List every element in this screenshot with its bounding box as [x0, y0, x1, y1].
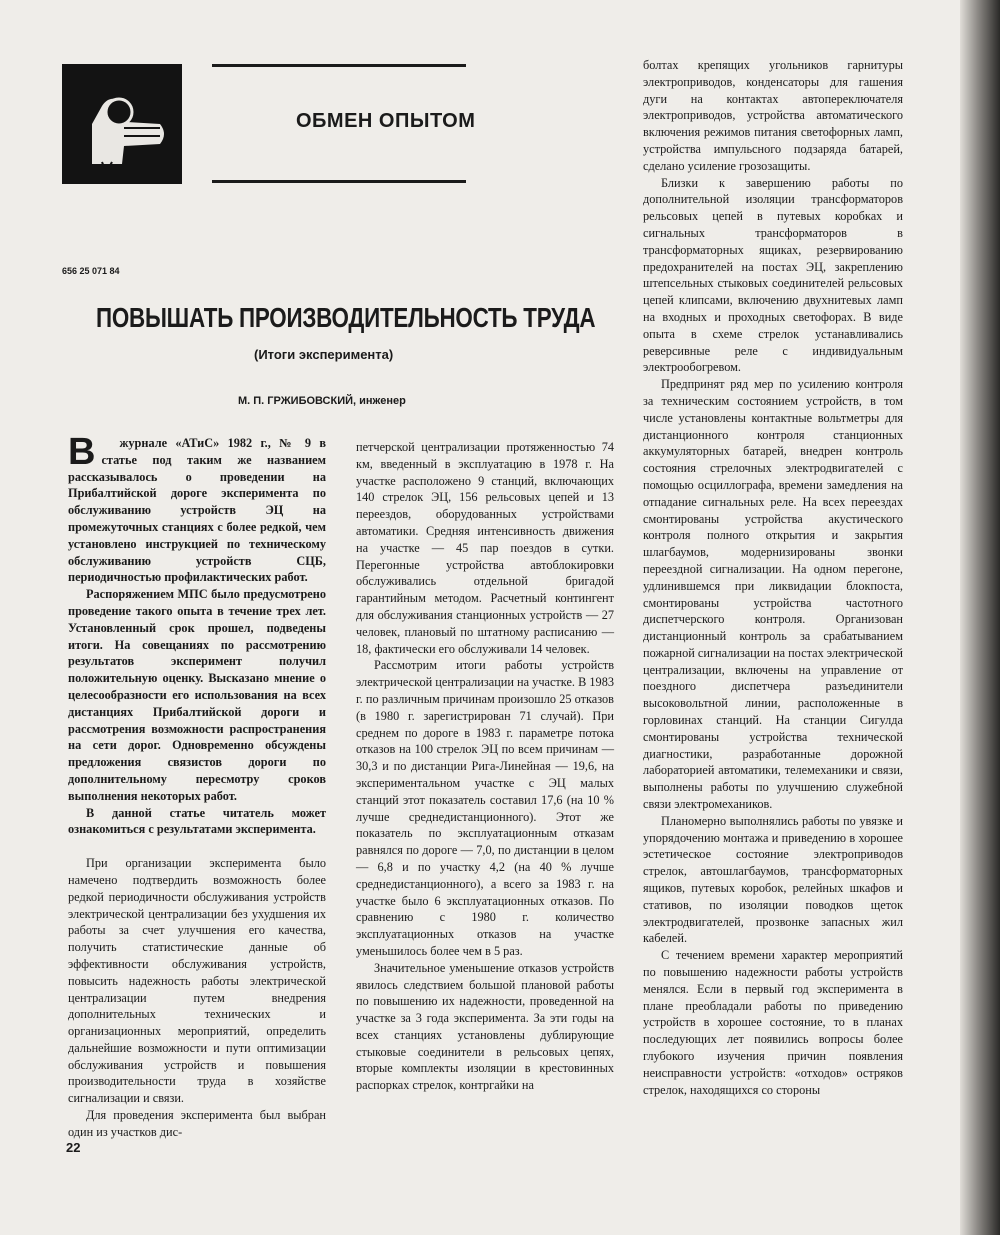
- article-author: М. П. ГРЖИБОВСКИЙ, инженер: [238, 395, 406, 407]
- udc-code: 656 25 071 84: [62, 266, 120, 276]
- intro-paragraph-1: В журнале «АТиС» 1982 г., № 9 в статье под таким же названием рассказывалось о проведении на Прибалтийской дороге эксперимента по обслуживанию устройств ЭЦ на промежуточных станциях с более редкой, чем установлено инструкцией по техническому обслуживанию устройств СЦБ, периодичностью профилактических работ.: [68, 435, 326, 586]
- paragraph: Для проведения эксперимента был выбран один из участков дис-: [68, 1108, 326, 1139]
- section-logo: [62, 64, 182, 184]
- text-column-1: [68, 431, 326, 1141]
- paragraph: Предпринят ряд мер по усилению контроля за техническим состоянием устройств, в том числе установлены контактные вольтметры для дистанционного контроля станционных аккумуляторных батарей, внедрен контроль состояния стрелочных электродвигателей с помощью осциллографа, времени замедления на отпадание сигнальных реле. На всех переездах смонтированы устройства акустического контроля полного открытия и закрытия шлагбаумов, модернизированы звонки переездной сигнализации. На одном перегоне, удлинившемся при ликвидации блокпоста, смонтированы устройства частотного диспетчерского контроля. Организован дистанционный контроль за срабатыванием пожарной сигнализации на постах электрической централизации, включены на управление от поездного диспетчера разъединители высоковольтной линии, расположенные в горловинах станций. На станции Сигулда смонтированы устройства технической диагностики, разработанные дорожной лабораторией автоматики, телемеханики и связи, выполнены работы по улучшению служебной связи электромехаников.: [643, 377, 903, 812]
- header-rule-top: [212, 64, 466, 67]
- section-title: ОБМЕН ОПЫТОМ: [296, 110, 476, 132]
- text-column-3: [643, 57, 903, 1098]
- paragraph: Рассмотрим итоги работы устройств электрической централизации на участке. В 1983 г. по различным причинам произошло 25 отказов (в 1980 г. зарегистрирован 71 случай). При среднем по дороге в 1983 г. параметре потока отказов на 100 стрелок ЭЦ по всем причинам — 30,3 и по дистанции Рига-Линейная — 19,6, на экспериментальном участке с ЭЦ малых станций этот показатель составил 17,6 (на 10 % лучше среднедистанционного). Этот же показатель по эксплуатационным отказам равнялся по дороге — 7,0, по дистанции в целом — 6,8 и по участку 4,2 (на 40 % лучше среднедистанционного), а всего за 1983 г. на участке было 6 эксплуатационных отказов. По сравнению с 1980 г. количество эксплуатационных отказов на участке уменьшилось более чем в 5 раз.: [356, 658, 614, 958]
- intro-paragraph-3: В данной статье читатель может ознакомиться с результатами эксперимента.: [68, 805, 326, 837]
- intro-paragraph-2: Распоряжением МПС было предусмотрено проведение такого опыта в течение трех лет. Установленный срок прошел, подведены итоги. На совещаниях по рассмотрению результатов эксперимент получил положительную оценку. Высказано мнение о целесообразности его использования на всех дистанциях Прибалтийской дороги и рассмотрения возможности распространения на сети дорог. Одновременно обсуждены предложения связистов дороги по дополнительному пересмотру сроков выполнения некоторых работ.: [68, 587, 326, 803]
- text-column-2: [356, 439, 614, 1094]
- paragraph: петчерской централизации протяженностью 74 км, введенный в эксплуатацию в 1978 г. На участке расположено 9 станций, включающих 140 стрелок ЭЦ, 156 рельсовых цепей и 13 переездов, оборудованных устройствами автоматики. Средняя интенсивность движения на участке — 45 пар поездов в сутки. Перегонные устройства автоблокировки обслуживались отдельной бригадой гарантийным методом. Расчетный контингент для обслуживания станционных устройств — 27 человек, плановый по штатному расписанию — 18, фактически его обслуживали 14 человек.: [356, 440, 614, 656]
- paragraph: С течением времени характер мероприятий по повышению надежности работы устройств менялся. Если в первый год эксперимента в плане преобладали работы по приведению устройств в хорошее состояние, то в планах последующих лет появились вопросы более глубокого изучения причин появления неисправности устройств: «отходов» остряков стрелок, находящихся со стороны: [643, 948, 903, 1097]
- paragraph: Планомерно выполнялись работы по увязке и упорядочению монтажа и приведению в хорошее эстетическое состояние электроприводов стрелок, автошлагбаумов, трансформаторных ящиков, путевых коробок, релейных шкафов и стативов, по изоляции поводков щеток электродвигателей, прозвонке запасных жил кабелей.: [643, 813, 903, 946]
- paragraph: Близки к завершению работы по дополнительной изоляции трансформаторов рельсовых цепей в путевых коробках и сигнальных трансформаторов в трансформаторных ящиках, резервированию предохранителей на постах ЭЦ, закреплению штепсельных стыковых соединителей рельсовых цепей клипсами, включению двухнитевых ламп на входных и проходных светофорах. В виде опыта в схеме стрелок устанавливались реверсивные реле с индивидуальным электрообогревом.: [643, 175, 903, 375]
- article-title: ПОВЫШАТЬ ПРОИЗВОДИТЕЛЬНОСТЬ ТРУДА: [96, 302, 596, 333]
- drop-cap: В: [68, 431, 96, 473]
- paragraph: Значительное уменьшение отказов устройств явилось следствием большой плановой работы по повышению их надежности, проведенной на участке за 3 года эксперимента. За эти годы на всех станциях установлены дублирующие стыковые соединители в рельсовых цепях, вторые комплекты изоляции в крестовинных распорках стрелок, контргайки на: [356, 960, 614, 1093]
- page-number: 22: [66, 1140, 81, 1155]
- header-rule-bottom: [212, 180, 466, 183]
- paragraph: При организации эксперимента было намечено подтвердить возможность более редкой периодичности обслуживания устройств электрической централизации без ухудшения их работы за счет улучшения его качества, получить статистические данные об эффективности обслуживания устройств, повысить надежность работы электрической централизации путем внедрения дополнительных технических и организационных мероприятий, определить дальнейшие возможности и пути оптимизации обслуживания устройств и повышения производительности труда в хозяйстве сигнализации и связи.: [68, 856, 326, 1106]
- page-edge-shadow: [960, 0, 1000, 1235]
- article-subtitle: (Итоги эксперимента): [254, 347, 394, 362]
- hand-bulb-icon: [62, 64, 182, 184]
- paragraph: болтах крепящих угольников гарнитуры электроприводов, конденсаторы для гашения дуги на контактах автопереключателя электроприводов, устройства автоматического включения режимов питания светофорных ламп, устройства импульсного подзаряда батарей, сделано усиление грозозащиты.: [643, 58, 903, 173]
